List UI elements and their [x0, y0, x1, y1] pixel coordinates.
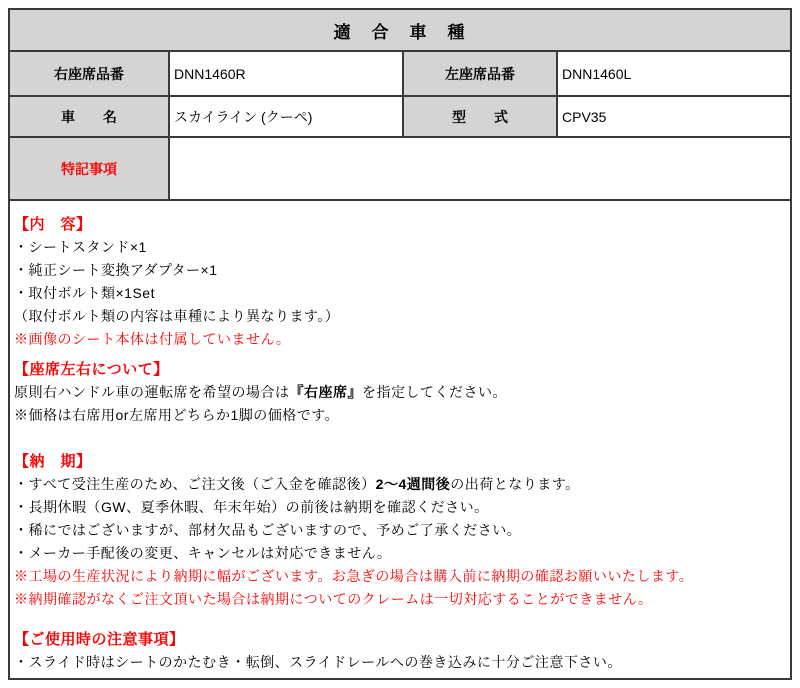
- seat-side-line-pre: 原則右ハンドル車の運転席を希望の場合は: [14, 384, 290, 400]
- delivery-item: ・稀にではございますが、部材欠品もございますので、予めご了承ください。: [14, 522, 522, 538]
- contents-item: ・取付ボルト類×1Set: [14, 285, 155, 301]
- special-notes-value: [170, 138, 790, 199]
- contents-item: ・シートスタンド×1: [14, 239, 147, 255]
- car-name-label: 車 名: [10, 97, 170, 136]
- section-usage-notes: [14, 628, 782, 674]
- usage-line: ・スライド時はシートのかたむき・転倒、スライドレールへの巻き込みに十分ご注意下さい。: [14, 654, 622, 670]
- seat-side-price-note: ※価格は右席用or左席用どちらか1脚の価格です。: [14, 407, 340, 423]
- contents-item: （取付ボルト類の内容は車種により異なります。）: [14, 308, 340, 324]
- sheet-title: 適 合 車 種: [10, 10, 790, 52]
- contents-item: ・純正シート変換アダプター×1: [14, 262, 218, 278]
- delivery-warning: ※工場の生産状況により納期に幅がございます。お急ぎの場合は購入前に納期の確認お願いいたします。: [14, 568, 694, 584]
- seat-side-line: [14, 381, 782, 404]
- usage-heading: 【ご使用時の注意事項】: [14, 631, 185, 648]
- table-row-part-numbers: [10, 52, 790, 97]
- compatibility-sheet: [8, 8, 792, 680]
- model-code-value: CPV35: [558, 97, 790, 136]
- contents-heading: 【内 容】: [14, 216, 92, 233]
- seat-side-heading: 【座席左右について】: [14, 361, 169, 378]
- delivery-heading: 【納 期】: [14, 453, 92, 470]
- seat-side-line-bold: 『右座席』: [289, 384, 362, 400]
- delivery-line-pre: ・すべて受注生産のため、ご注文後（ご入金を確認後）: [14, 476, 376, 492]
- left-seat-part-label: 左座席品番: [404, 52, 558, 95]
- right-seat-part-value: DNN1460R: [170, 52, 404, 95]
- delivery-item: ・長期休暇（GW、夏季休暇、年末年始）の前後は納期を確認ください。: [14, 499, 489, 515]
- contents-warning: ※画像のシート本体は付属していません。: [14, 331, 291, 347]
- delivery-line-post: の出荷となります。: [450, 476, 580, 492]
- table-row-special-notes: [10, 138, 790, 201]
- section-delivery: [14, 450, 782, 611]
- model-code-label: 型 式: [404, 97, 558, 136]
- section-seat-side: [14, 358, 782, 427]
- delivery-line-bold: 2～4週間後: [375, 476, 451, 492]
- seat-side-line-post: を指定してください。: [362, 384, 507, 400]
- table-row-car-model: [10, 97, 790, 138]
- car-name-value: スカイライン (クーペ): [170, 97, 404, 136]
- delivery-warning: ※納期確認がなくご注文頂いた場合は納期についてのクレームは一切対応することができません。: [14, 591, 653, 607]
- left-seat-part-value: DNN1460L: [558, 52, 790, 95]
- info-content: [10, 201, 790, 678]
- right-seat-part-label: 右座席品番: [10, 52, 170, 95]
- section-contents: [14, 213, 782, 351]
- delivery-item: ・メーカー手配後の変更、キャンセルは対応できません。: [14, 545, 392, 561]
- special-notes-label: 特記事項: [10, 138, 170, 199]
- delivery-line: [14, 473, 782, 496]
